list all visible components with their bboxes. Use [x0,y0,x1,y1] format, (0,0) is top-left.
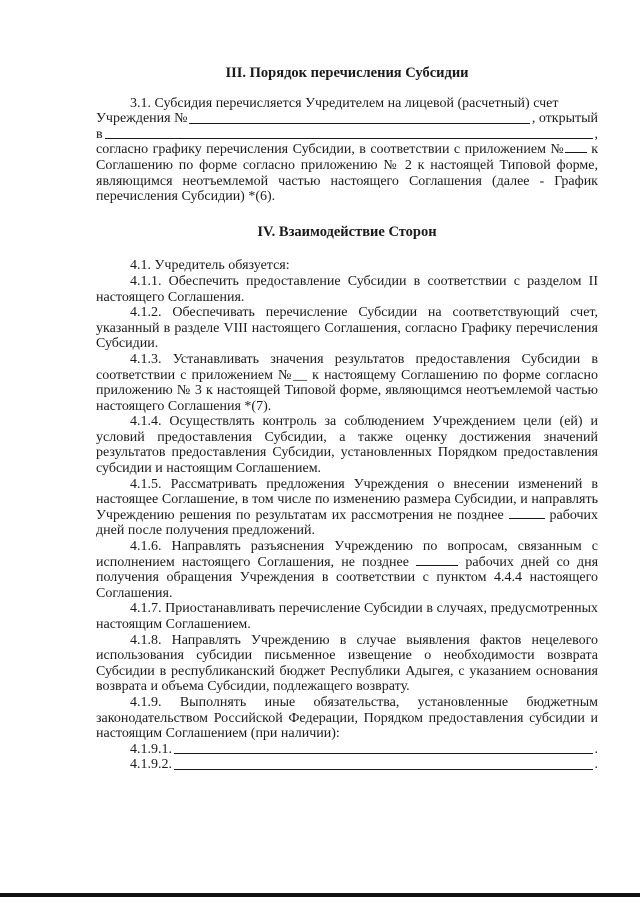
paragraph-4-1-2: 4.1.2. Обеспечивать перечисление Субсидии на соответствующий счет, указанный в разделе VIII настоящего Соглашения, согласно Графику перечисления Субсидии. [96,305,598,352]
paragraph-4-1-5-b: рабочих дней после получения предложений. [96,507,598,539]
account-number-label: Учреждения № [96,111,188,127]
account-number-row [96,111,598,127]
scan-bottom-edge [0,893,640,897]
bank-name-row [96,127,598,143]
days-blank-4-1-5 [509,508,545,519]
paragraph-4-1: 4.1. Учредитель обязуется: [130,258,290,274]
section-3-heading: III. Порядок перечисления Субсидии [225,65,469,81]
paragraph-3-1-rest-b: к Соглашению по форме согласно приложению № 2 к настоящей Типовой форме, являющимся неотъемлемой частью настоящего Соглашения (далее - График перечисления Субсидии) *(6). [96,142,599,205]
item-4-1-9-2-end: . [594,757,598,773]
item-4-1-9-1-end: . [594,741,598,757]
item-4-1-9-2-label: 4.1.9.2. [130,757,172,773]
paragraph-4-1-8: 4.1.8. Направлять Учреждению в случае выявления фактов нецелевого использования субсидии письменное извещение о необходимости возврата Субсидии в республиканский бюджет Республики Адыгея, с указанием основания возврата и объема Субсидии, подлежащего возврату. [96,632,598,695]
paragraph-3-1-rest [96,142,598,204]
item-4-1-9-2-blank [174,758,593,770]
account-opened-label: , открытый [531,111,598,127]
document-page [96,66,598,773]
appendix-number-blank [565,142,587,153]
item-4-1-9-1-blank [174,742,593,754]
paragraph-3-1-rest-a: согласно графику перечисления Субсидии, в соответствии с приложением № [96,142,565,158]
paragraph-4-1-5 [96,477,598,539]
item-4-1-9-2-row [96,757,598,773]
paragraph-4-1-9: 4.1.9. Выполнять иные обязательства, установленные бюджетным законодательством Российской Федерации, Порядком предоставления субсидии и настоящим Соглашением (при наличии): [96,694,598,742]
paragraph-3-1-line-1: 3.1. Субсидия перечисляется Учредителем на лицевой (расчетный) счет [130,95,559,111]
paragraph-4-1-7: 4.1.7. Приостанавливать перечисление Субсидии в случаях, предусмотренных настоящим Соглашением. [96,601,598,632]
bank-prefix: в [96,126,103,142]
item-4-1-9-1-row [96,742,598,758]
account-number-blank [189,112,529,124]
bank-name-blank [105,127,593,139]
days-blank-4-1-6 [416,555,458,566]
paragraph-4-1-5-a: 4.1.5. Рассматривать предложения Учреждения о внесении изменений в настоящее Соглашение, в том числе по изменению размера Субсидии, и направлять Учреждению решения по результатам их рассмотрения не позднее [96,476,598,523]
paragraph-4-1-6 [96,539,598,601]
paragraph-4-1-4: 4.1.4. Осуществлять контроль за соблюдением Учреждением цели (ей) и условий предоставления Субсидии, а также оценку достижения значений результатов предоставления Субсидии, установленных Порядком предоставления субсидии и настоящим Соглашением. [96,414,598,477]
section-4-heading: IV. Взаимодействие Сторон [257,223,437,240]
bank-suffix: , [594,126,598,142]
paragraph-4-1-6-b: рабочих дней со дня получения обращения Учреждения в соответствии с пунктом 4.4.4 настоящего Соглашения. [96,554,599,601]
item-4-1-9-1-label: 4.1.9.1. [130,741,172,757]
paragraph-4-1-3: 4.1.3. Устанавливать значения результатов предоставления Субсидии в соответствии с приложением №__ к настоящему Соглашению по форме согласно приложению № 3 к настоящей Типовой форме, являющимся неотъемлемой частью настоящего Соглашения *(7). [96,351,598,414]
paragraph-4-1-1: 4.1.1. Обеспечить предоставление Субсидии в соответствии с разделом II настоящего Соглашения. [96,273,598,305]
paragraph-4-1-6-a: 4.1.6. Направлять разъяснения Учреждению по вопросам, связанным с исполнением настоящего Соглашения, не позднее [96,539,598,570]
